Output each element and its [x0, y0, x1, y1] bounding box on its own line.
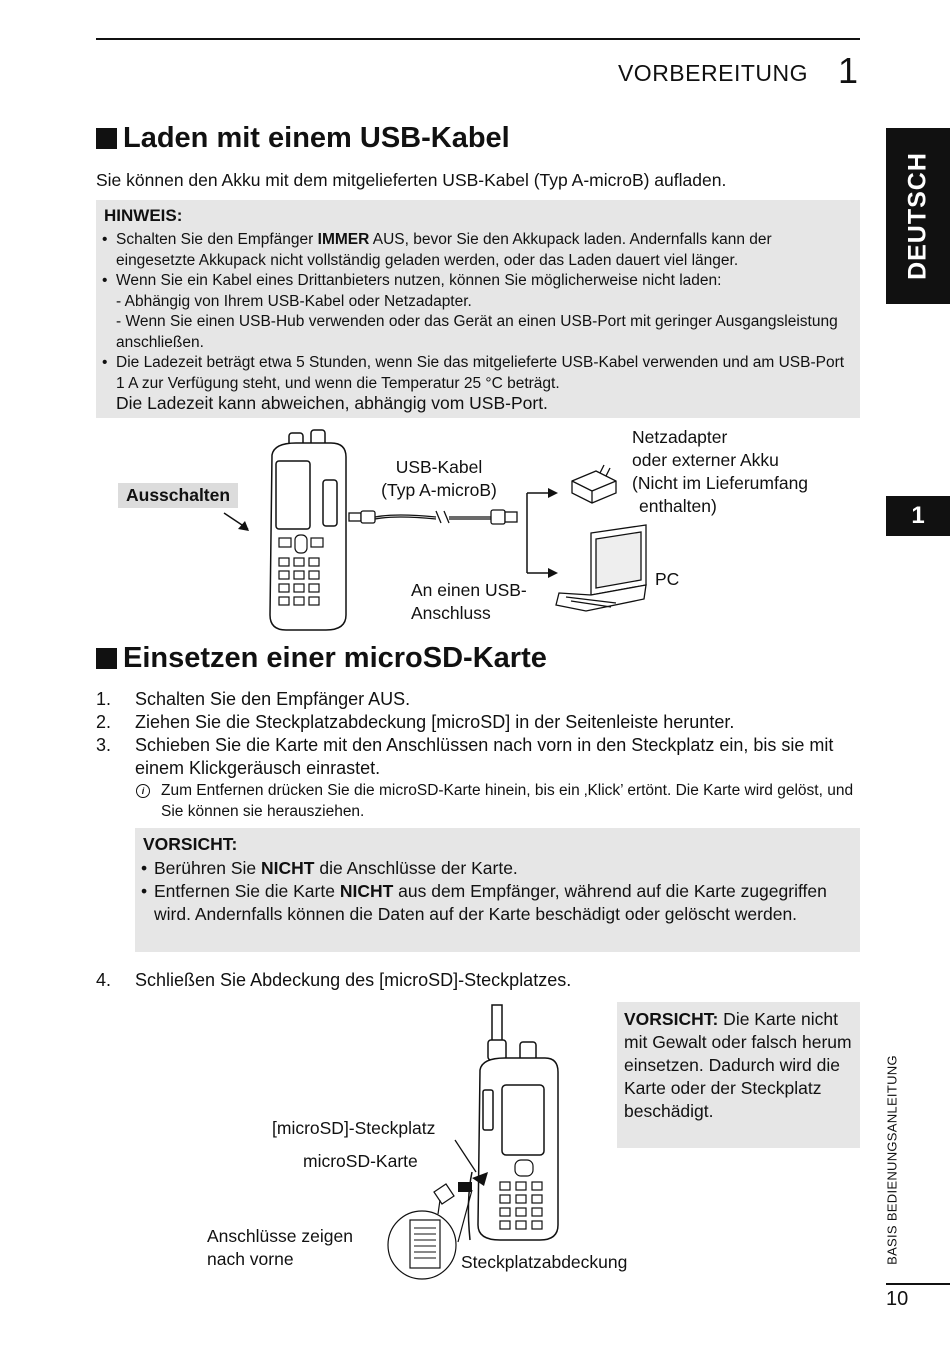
square-bullet-icon: [96, 648, 117, 669]
contacts-label: Anschlüsse zeigen nach vorne: [207, 1226, 353, 1269]
pc-label: PC: [655, 569, 680, 589]
caution-box: [135, 828, 860, 952]
square-bullet-icon: [96, 128, 117, 149]
note-last-line: Die Ladezeit kann abweichen, abhängig vom USB-Port.: [116, 393, 548, 413]
power-off-label: Ausschalten: [118, 483, 238, 508]
card-label: microSD-Karte: [303, 1151, 418, 1171]
info-icon: i: [136, 784, 150, 798]
note-heading: HINWEIS:: [104, 206, 183, 225]
section-title: Einsetzen einer microSD-Karte: [123, 642, 547, 674]
step-item: 4. Schließen Sie Abdeckung des [microSD]-Steckplatzes.: [96, 970, 572, 990]
step-item: 2. Ziehen Sie die Steckplatzabdeckung [microSD] in der Seitenleiste herunter.: [96, 712, 735, 732]
note-item: • Die Ladezeit beträgt etwa 5 Stunden, wenn Sie das mitgelieferte USB-Kabel verwenden und am USB-Port 1 A zur Verfügung steht, und wenn die Temperatur 25 °C beträgt.: [102, 354, 845, 392]
note-item: • Schalten Sie den Empfänger IMMER AUS, bevor Sie den Akkupack laden. Andernfalls kann der eingesetzte Akkupack nicht vollständig geladen werden, oder das Laden dauert viel länger.: [102, 231, 772, 269]
language-tab: [886, 128, 950, 304]
slot-label: [microSD]-Steckplatz: [272, 1118, 436, 1138]
footer-rule: [886, 1283, 950, 1285]
adapter-illustration: [572, 465, 616, 503]
note-subitem: - Abhängig von Ihrem USB-Kabel oder Netzadapter.: [116, 292, 472, 310]
caution-item: • Entfernen Sie die Karte NICHT aus dem Empfänger, während auf die Karte zugegriffen wird. Andernfalls können die Daten auf der Karte beschädigt oder gelöscht werden.: [141, 881, 827, 924]
section-title: Laden mit einem USB-Kabel: [123, 122, 510, 154]
note-box: [96, 200, 860, 418]
language-tab-label: DEUTSCH: [903, 152, 932, 280]
section-heading-microsd: [96, 642, 547, 675]
radio-illustration: [468, 1005, 558, 1240]
arrow-head-icon: [548, 488, 558, 498]
laptop-illustration: [556, 525, 646, 611]
cover-label: Steckplatzabdeckung: [461, 1252, 628, 1272]
intro-text: Sie können den Akku mit dem mitgelieferten USB-Kabel (Typ A-microB) aufladen.: [96, 170, 727, 190]
page-number: 10: [886, 1288, 909, 1310]
header-rule: [96, 38, 860, 40]
adapter-label: Netzadapter oder externer Akku (Nicht im Lieferumfang enthalten): [632, 427, 809, 516]
caution-box-2: [617, 1002, 860, 1148]
steps-list: [96, 688, 856, 822]
caution-heading: VORSICHT:: [143, 834, 238, 854]
connection-lines: [527, 493, 552, 573]
chapter-title: VORBEREITUNG: [617, 60, 808, 86]
info-note: i Zum Entfernen drücken Sie die microSD-Karte hinein, bis ein ‚Klick’ ertönt. Die Karte wird gelöst, und Sie können sie herausziehen.: [135, 781, 856, 822]
section-heading-usb: [96, 122, 510, 155]
manual-name-label: BASIS BEDIENUNGSANLEITUNG: [884, 1055, 900, 1265]
caution-item: • Berühren Sie NICHT die Anschlüsse der Karte.: [141, 858, 518, 878]
cable-label: USB-Kabel (Typ A-microB): [381, 457, 497, 500]
pointer-line: [455, 1140, 476, 1172]
arrow-head-icon: [548, 568, 558, 578]
step-item: 1. Schalten Sie den Empfänger AUS.: [96, 689, 411, 709]
caution2-text: Die Karte nicht mit Gewalt oder falsch herum einsetzen. Dadurch wird die Karte oder der Steckplatz beschädigt.: [624, 1009, 852, 1121]
microsd-diagram: [380, 1000, 620, 1290]
arrow-head-icon: [238, 521, 249, 531]
microsd-card-illustration: [388, 1184, 456, 1279]
manual-name: [872, 1055, 912, 1265]
note-subitem: - Wenn Sie einen USB-Hub verwenden oder das Gerät an einen USB-Port mit geringer Ausgangsleistung anschließen.: [116, 313, 838, 351]
chapter-tab: 1: [886, 496, 950, 536]
insertion-arrow-icon: [458, 1182, 472, 1192]
radio-illustration: [270, 430, 346, 630]
caution2-heading: VORSICHT:: [624, 1009, 719, 1029]
note-item: • Wenn Sie ein Kabel eines Drittanbieters nutzen, können Sie möglicherweise nicht laden: - Abhängig von Ihrem USB-Kabel oder Netzadapter. - Wenn Sie einen USB-Hub verwenden oder das Gerät an einen USB-Port mit geringer Ausgangsleistung anschließen.: [102, 271, 852, 353]
usb-port-label: An einen USB- Anschluss: [411, 580, 527, 623]
chapter-number: 1: [837, 50, 858, 91]
step-item: 3. Schieben Sie die Karte mit den Anschlüssen nach vorn in den Steckplatz ein, bis sie mit einem Klickgeräusch einrastet. i Zum Entfernen drücken Sie die microSD-Karte hinein, bis ein ‚Klick’ ertönt. Die Karte wird gelöst, und Sie können sie herausziehen.: [96, 734, 856, 822]
usb-cable-illustration: [349, 510, 517, 524]
